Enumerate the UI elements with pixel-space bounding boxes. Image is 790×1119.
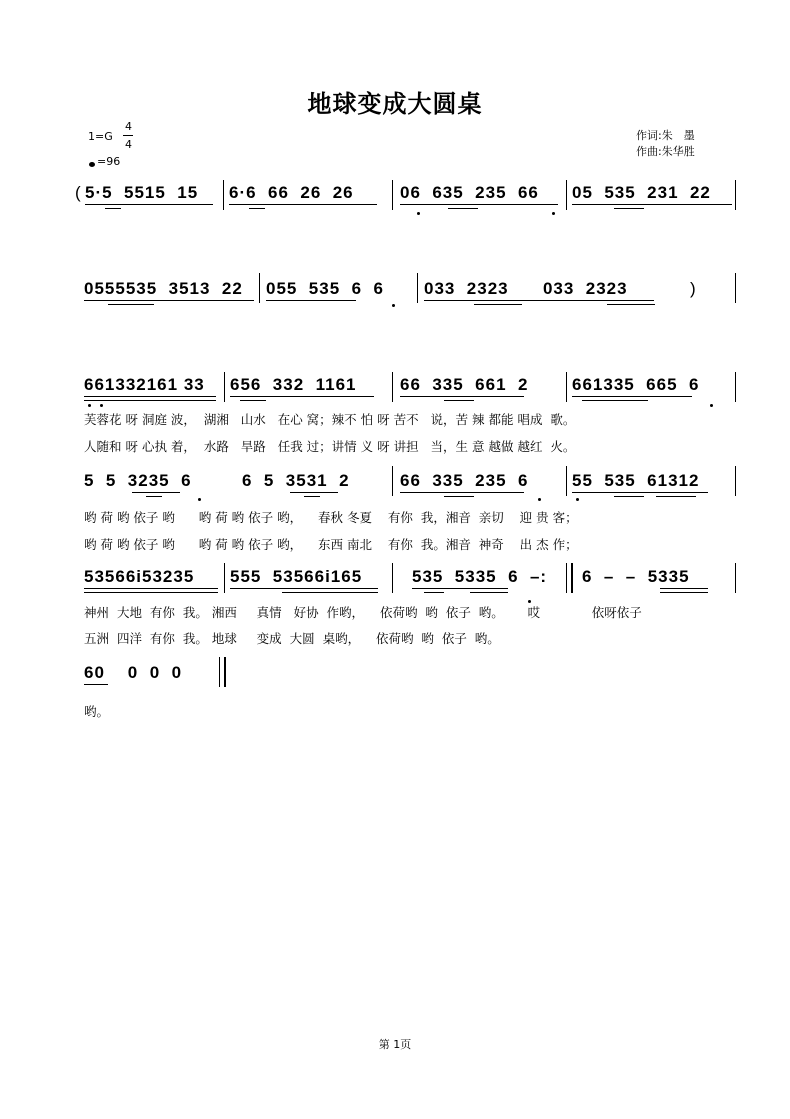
barline xyxy=(392,466,393,496)
low-octave-dot xyxy=(710,404,713,407)
low-octave-dot xyxy=(88,404,91,407)
measure: 535 5335 6 –: xyxy=(412,567,548,586)
barline xyxy=(735,563,736,593)
barline xyxy=(566,372,567,402)
beam-line xyxy=(290,492,338,493)
beam-line xyxy=(282,592,378,593)
beam-line xyxy=(266,300,356,301)
beam-line xyxy=(84,400,216,401)
beam-line xyxy=(444,400,474,401)
lyric-line: 哟 荷 哟 依子 哟 哟 荷 哟 依子 哟， 东西 南北 有你 我。湘音 神奇 出 杰 作； xyxy=(84,537,578,552)
beam-line xyxy=(84,588,218,589)
barline xyxy=(735,372,736,402)
lyric-line: 五洲 四洋 有你 我。 地球 变成 大圆 桌哟， 依荷哟 哟 依子 哟。 xyxy=(84,631,500,646)
beam-line xyxy=(240,400,266,401)
measure: 05 535 231 22 xyxy=(572,183,711,202)
final-barline xyxy=(219,657,226,687)
lyric-line: 哟。 xyxy=(84,704,110,719)
measure: 555 53566i165 xyxy=(230,567,363,586)
barline xyxy=(392,563,393,593)
barline xyxy=(223,180,224,210)
beam-line xyxy=(230,396,374,397)
page-number: 第 1页 xyxy=(378,1038,412,1051)
close-parenthesis: ) xyxy=(690,279,697,298)
low-octave-dot xyxy=(198,498,201,501)
beam-line xyxy=(230,588,378,589)
lyric-line: 人随和 呀 心执 着， 水路 旱路 任我 过；讲情 义 呀 讲担 当，生 意 越做 越红 火。 xyxy=(84,439,576,454)
lyricist-credit: 作词:朱 墨 xyxy=(636,129,695,142)
beam-line xyxy=(614,496,644,497)
page-title: 地球变成大圆桌 xyxy=(307,90,483,118)
beam-line xyxy=(84,396,216,397)
barline xyxy=(259,273,260,303)
measure: 661335 665 6 xyxy=(572,375,700,394)
beam-line xyxy=(660,592,708,593)
beam-line xyxy=(84,592,218,593)
beam-line xyxy=(582,400,648,401)
beam-line xyxy=(400,396,524,397)
measure: 033 2323 033 2323 xyxy=(424,279,628,298)
beam-line xyxy=(84,684,108,685)
tempo-marking: =96 xyxy=(97,155,121,168)
measure: 0555535 3513 22 xyxy=(84,279,243,298)
measure: 60 0 0 0 xyxy=(84,663,183,682)
quarter-note-icon xyxy=(89,162,95,167)
beam-line xyxy=(84,300,254,301)
beam-line xyxy=(470,592,508,593)
low-octave-dot xyxy=(538,498,541,501)
beam-line xyxy=(660,588,708,589)
measure: 656 332 1161 xyxy=(230,375,357,394)
barline xyxy=(224,372,225,402)
key-signature: 1=G xyxy=(88,130,113,143)
composer-credit: 作曲:朱华胜 xyxy=(636,145,695,158)
lyric-line: 芙蓉花 呀 洞庭 波， 湖湘 山水 在心 窝；辣不 怕 呀 苦不 说，苦 辣 都能 唱成 歌。 xyxy=(84,412,576,427)
barline xyxy=(224,563,225,593)
barline xyxy=(735,180,736,210)
measure: 55 535 61312 xyxy=(572,471,700,490)
measure: 5·5 5515 15 xyxy=(85,183,199,202)
low-octave-dot xyxy=(576,498,579,501)
beam-line xyxy=(146,496,162,497)
barline xyxy=(392,372,393,402)
beam-line xyxy=(656,496,696,497)
barline xyxy=(392,180,393,210)
beam-line xyxy=(614,208,644,209)
barline xyxy=(566,466,567,496)
barline xyxy=(566,180,567,210)
measure: 66 335 235 6 xyxy=(400,471,529,490)
measure: 6 5 3531 2 xyxy=(242,471,350,490)
time-signature-top: 4 xyxy=(125,120,132,133)
time-signature-line xyxy=(123,135,133,136)
beam-line xyxy=(229,204,377,205)
measure: 53566i53235 xyxy=(84,567,195,586)
beam-line xyxy=(132,492,180,493)
measure: 6 – – 5335 xyxy=(582,567,690,586)
repeat-barline xyxy=(566,563,573,593)
time-signature-bottom: 4 xyxy=(125,138,132,151)
beam-line xyxy=(424,300,654,301)
beam-line xyxy=(474,304,522,305)
beam-line xyxy=(572,204,732,205)
beam-line xyxy=(448,208,478,209)
low-octave-dot xyxy=(392,304,395,307)
beam-line xyxy=(400,204,558,205)
beam-line xyxy=(572,396,692,397)
beam-line xyxy=(108,304,154,305)
measure: 06 635 235 66 xyxy=(400,183,539,202)
beam-line xyxy=(424,592,444,593)
measure: 6·6 66 26 26 xyxy=(229,183,354,202)
beam-line xyxy=(304,496,320,497)
measure: 055 535 6 6 xyxy=(266,279,384,298)
beam-line xyxy=(607,304,655,305)
low-octave-dot xyxy=(552,212,555,215)
beam-line xyxy=(572,492,708,493)
beam-line xyxy=(400,492,524,493)
lyric-line: 神州 大地 有你 我。 湘西 真情 好协 作哟， 依荷哟 哟 依子 哟。 哎 依呀依子 xyxy=(84,605,642,620)
beam-line xyxy=(412,588,508,589)
beam-line xyxy=(105,208,121,209)
low-octave-dot xyxy=(417,212,420,215)
barline xyxy=(417,273,418,303)
open-parenthesis: ( xyxy=(75,183,82,202)
measure: 661332161 33 xyxy=(84,375,205,394)
barline xyxy=(735,273,736,303)
measure: 66 335 661 2 xyxy=(400,375,529,394)
lyric-line: 哟 荷 哟 依子 哟 哟 荷 哟 依子 哟， 春秋 冬夏 有你 我，湘音 亲切 迎 贵 客； xyxy=(84,510,578,525)
barline xyxy=(735,466,736,496)
beam-line xyxy=(249,208,265,209)
measure: 5 5 3235 6 xyxy=(84,471,192,490)
beam-line xyxy=(444,496,474,497)
low-octave-dot xyxy=(100,404,103,407)
beam-line xyxy=(85,204,213,205)
